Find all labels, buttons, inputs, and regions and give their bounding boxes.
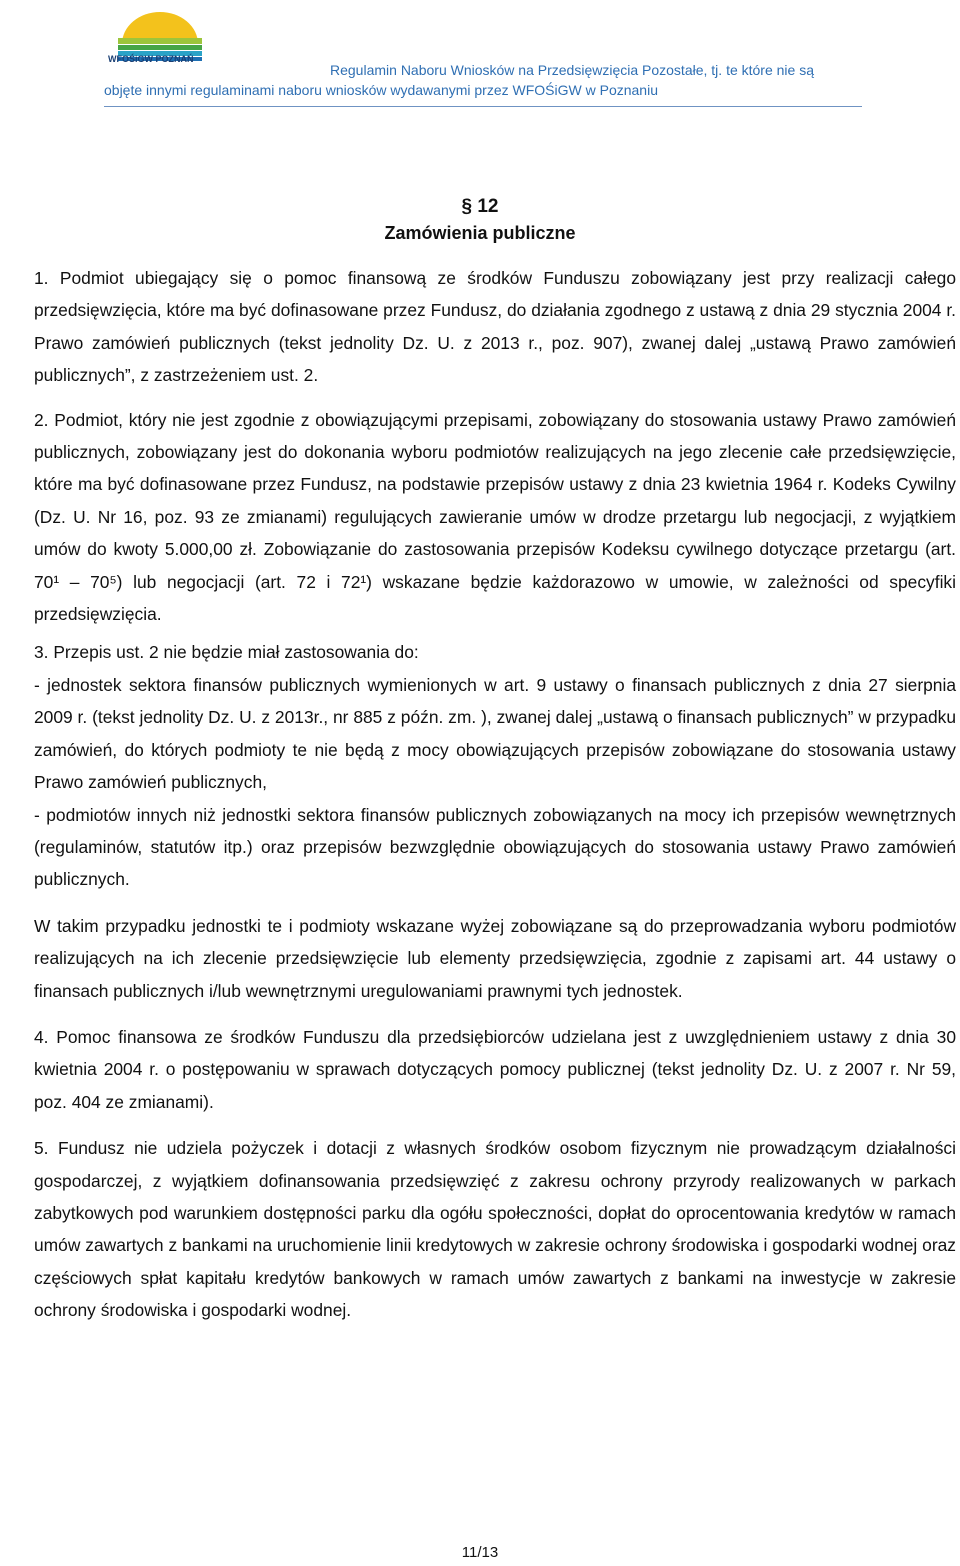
paragraph-3-item-2: - podmiotów innych niż jednostki sektora finansów publicznych zobowiązanych na mocy ich przepisów wewnętrznych (regulaminów, statutów itp.) oraz przepisów bezwzględnie obowiązujących do stosowania ustawy Prawo zamówień publicznych. xyxy=(34,804,956,890)
page-number: 11/13 xyxy=(461,1544,499,1561)
header-line-2: objęte innymi regulaminami naboru wniosków wydawanymi przez WFOŚiGW w Poznaniu xyxy=(104,82,658,98)
paragraph-2: 2. Podmiot, który nie jest zgodnie z obowiązującymi przepisami, zobowiązany do stosowania ustawy Prawo zamówień publicznych, zobowiązany jest do dokonania wyboru podmiotów realizujących na jego zlecenie całe przedsięwzięcie, które ma być dofinasowane przez Fundusz, na podstawie przepisów ustawy z dnia 23 kwietnia 1964 r. Kodeks Cywilny (Dz. U. Nr 16, poz. 93 ze zmianami) regulujących zawieranie umów w drodze przetargu lub negocjacji, z wyjątkiem umów do kwoty 5.000,00 zł. Zobowiązanie do zastosowania przepisów Kodeksu cywilnego dotyczące przetargu (art. 70¹ – 70⁵) lub negocjacji (art. 72 i 72¹) wskazane będzie każdorazowo w umowie, w zależności od specyfiki przedsięwzięcia. xyxy=(34,409,956,625)
document-body xyxy=(34,262,956,1327)
paragraph-4: 4. Pomoc finansowa ze środków Funduszu dla przedsiębiorców udzielana jest z uwzględnieniem ustawy z dnia 30 kwietnia 2004 r. o postępowaniu w sprawach dotyczących pomocy publicznej (tekst jednolity Dz. U. z 2007 r. Nr 59, poz. 404 ze zmianami). xyxy=(34,1026,956,1112)
paragraph-3: 3. Przepis ust. 2 nie będzie miał zastosowania do: xyxy=(34,642,419,663)
paragraph-3-note: W takim przypadku jednostki te i podmioty wskazane wyżej zobowiązane są do przeprowadzania wyboru podmiotów realizujących na ich zlecenie przedsięwzięcie lub elementy przedsięwzięcia, zgodnie z zapisami art. 44 ustawy o finansach publicznych i/lub wewnętrznymi uregulowaniami prawnymi tych jednostek. xyxy=(34,915,956,1001)
header-divider xyxy=(104,106,862,107)
paragraph-1: 1. Podmiot ubiegający się o pomoc finansową ze środków Funduszu zobowiązany jest przy realizacji całego przedsięwzięcia, które ma być dofinasowane przez Fundusz, do działania zgodnego z ustawą z dnia 29 stycznia 2004 r. Prawo zamówień publicznych (tekst jednolity Dz. U. z 2013 r., poz. 907), zwanej dalej „ustawą Prawo zamówień publicznych”, z zastrzeżeniem ust. 2. xyxy=(34,268,956,386)
section-number: § 12 xyxy=(461,196,499,217)
logo-text: WFOŚiGW POZNAŃ xyxy=(108,54,194,64)
paragraph-3-item-1: - jednostek sektora finansów publicznych wymienionych w art. 9 ustawy o finansach publicznych z dnia 27 sierpnia 2009 r. (tekst jednolity Dz. U. z 2013r., nr 885 z późn. zm. ), zwanej dalej „ustawą o finansach publicznych” w przypadku zamówień, do których podmioty te nie będą z mocy obowiązujących przepisów zobowiązane do stosowania ustawy Prawo zamówień publicznych, xyxy=(34,674,956,793)
page-header xyxy=(0,0,960,112)
section-title: Zamówienia publiczne xyxy=(384,223,576,243)
header-line-1: Regulamin Naboru Wniosków na Przedsięwzięcia Pozostałe, tj. te które nie są xyxy=(330,62,815,78)
paragraph-5: 5. Fundusz nie udziela pożyczek i dotacji z własnych środków osobom fizycznym nie prowadzącym działalności gospodarczej, z wyjątkiem dofinansowania przedsięwzięć z zakresu ochrony przyrody realizowanych w parkach zabytkowych pod warunkiem dostępności parku dla ogółu społeczności, dopłat do oprocentowania kredytów w ramach umów zawartych z bankami na uruchomienie linii kredytowych w zakresie ochrony środowiska i gospodarki wodnej oraz częściowych spłat kapitału kredytów bankowych w ramach umów zawartych z bankami na inwestycje w zakresie ochrony środowiska i gospodarki wodnej. xyxy=(34,1138,956,1321)
